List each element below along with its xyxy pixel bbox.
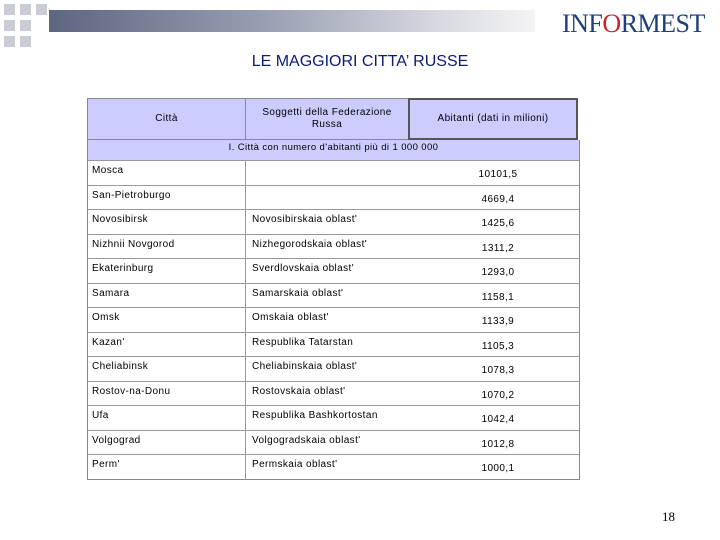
- cell-city: Volgograd: [92, 434, 141, 446]
- cell-city: Samara: [92, 287, 130, 299]
- cell-subject: Respublika Tatarstan: [252, 336, 354, 348]
- table-row: [88, 381, 579, 406]
- cell-city: Nizhnii Novgorod: [92, 238, 175, 250]
- cell-population: 1311,2: [481, 242, 515, 254]
- cell-subject: Novosibirskaia oblast': [252, 214, 358, 225]
- cell-population: 1078,3: [481, 365, 515, 376]
- cell-population: 1133,9: [481, 316, 515, 327]
- cell-population: 10101,5: [478, 169, 518, 180]
- cell-population: 4669,4: [481, 193, 515, 205]
- cell-population: 1158,1: [481, 291, 515, 303]
- cell-subject: Cheliabinskaia oblast': [252, 361, 358, 372]
- header-gradient-bar: [49, 10, 535, 32]
- cell-population: 1070,2: [481, 389, 515, 401]
- table-row: [88, 209, 579, 234]
- cell-subject: Permskaia oblast': [252, 459, 338, 470]
- cell-population: 1105,3: [481, 340, 515, 352]
- slide-title: LE MAGGIORI CITTA’ RUSSE: [251, 53, 469, 70]
- deco-square: [20, 20, 31, 31]
- table-row: [88, 332, 579, 357]
- cell-subject: Sverdlovskaia oblast': [252, 263, 355, 274]
- deco-square: [4, 4, 15, 15]
- deco-square: [4, 20, 15, 31]
- header-city: Città: [87, 98, 246, 140]
- cell-population: 1000,1: [481, 463, 515, 474]
- cell-subject: Omskaia oblast': [252, 312, 329, 323]
- table-row: [88, 160, 579, 185]
- table-row: [88, 405, 579, 430]
- cell-city: Perm': [92, 459, 120, 470]
- cell-population: 1425,6: [481, 218, 515, 229]
- cell-subject: Samarskaia oblast': [252, 287, 344, 299]
- cell-population: 1293,0: [481, 267, 515, 278]
- table-row: [88, 307, 579, 332]
- cell-city: San-Pietroburgo: [92, 189, 171, 201]
- cell-population: 1042,4: [481, 414, 515, 425]
- table-row: [88, 258, 579, 283]
- table-subheader: I. Città con numero d'abitanti più di 1 000 000: [87, 140, 580, 160]
- cell-subject: Respublika Bashkortostan: [252, 410, 378, 421]
- table-row: [88, 283, 579, 308]
- deco-square: [36, 4, 47, 15]
- page-number: 18: [662, 509, 675, 524]
- cell-city: Ekaterinburg: [92, 263, 154, 274]
- header-population: Abitanti (dati in milioni): [408, 98, 578, 140]
- table-row: [88, 185, 579, 210]
- table-row: [88, 356, 579, 381]
- cell-city: Novosibirsk: [92, 214, 149, 225]
- cell-subject: Rostovskaia oblast': [252, 385, 346, 397]
- table-row: [88, 430, 579, 455]
- header-subject: Soggetti della Federazione Russa: [245, 98, 409, 140]
- cell-population: 1012,8: [481, 438, 515, 450]
- deco-square: [20, 4, 31, 15]
- cell-subject: Volgogradskaia oblast': [252, 434, 361, 446]
- table-row: [88, 234, 579, 259]
- cell-city: Kazan': [92, 336, 125, 348]
- cell-subject: Nizhegorodskaia oblast': [252, 238, 368, 250]
- cell-city: Ufa: [92, 410, 109, 421]
- cell-city: Rostov-na-Donu: [92, 385, 171, 397]
- table-row: [88, 454, 579, 479]
- cell-city: Mosca: [92, 165, 124, 176]
- cell-city: Cheliabinsk: [92, 361, 149, 372]
- cell-city: Omsk: [92, 312, 120, 323]
- deco-square: [20, 36, 31, 47]
- informest-logo: INF O RMEST: [562, 9, 705, 38]
- table-header: [87, 98, 578, 140]
- table-body: [87, 160, 580, 480]
- deco-square: [4, 36, 15, 47]
